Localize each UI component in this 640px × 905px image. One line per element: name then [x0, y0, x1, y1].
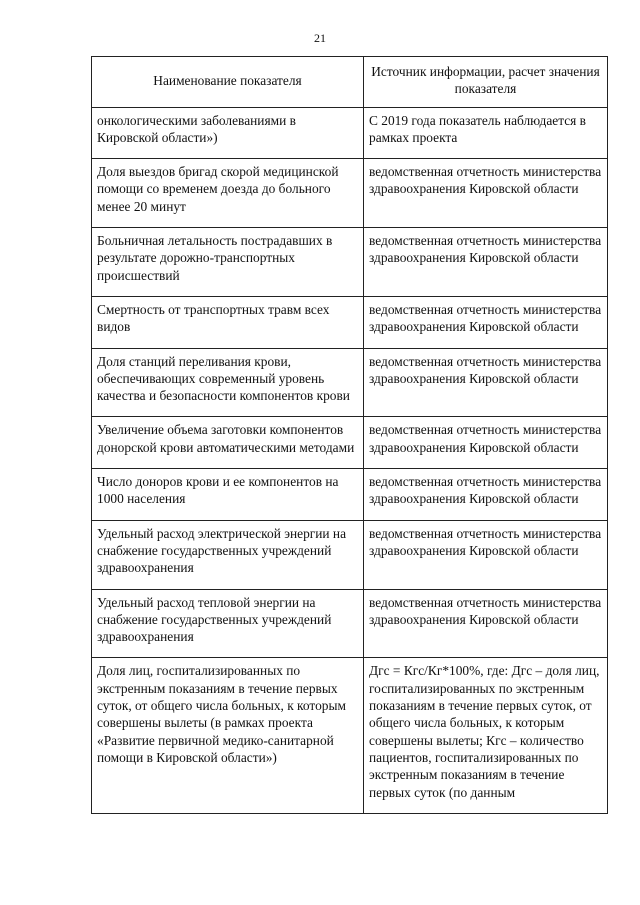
- source-cell: ведомственная отчетность министерства здравоохранения Кировской области: [364, 348, 608, 417]
- table-row: [92, 520, 608, 589]
- indicator-cell: Доля станций переливания крови, обеспечивающих современный уровень качества и безопасности компонентов крови: [92, 348, 364, 417]
- table-row: [92, 469, 608, 521]
- source-cell: ведомственная отчетность министерства здравоохранения Кировской области: [364, 159, 608, 228]
- table-row: [92, 107, 608, 159]
- table-row: [92, 348, 608, 417]
- table-row: [92, 417, 608, 469]
- column-header-indicator: Наименование показателя: [92, 57, 364, 108]
- indicator-cell: Удельный расход электрической энергии на снабжение государственных учреждений здравоохранения: [92, 520, 364, 589]
- source-cell: С 2019 года показатель наблюдается в рамках проекта: [364, 107, 608, 159]
- source-cell: ведомственная отчетность министерства здравоохранения Кировской области: [364, 417, 608, 469]
- table-row: [92, 228, 608, 297]
- indicator-cell: онкологическими заболеваниями в Кировской области»): [92, 107, 364, 159]
- indicator-cell: Увеличение объема заготовки компонентов донорской крови автоматическими методами: [92, 417, 364, 469]
- indicator-cell: Число доноров крови и ее компонентов на 1000 населения: [92, 469, 364, 521]
- source-cell: ведомственная отчетность министерства здравоохранения Кировской области: [364, 469, 608, 521]
- source-cell: ведомственная отчетность министерства здравоохранения Кировской области: [364, 228, 608, 297]
- source-cell: ведомственная отчетность министерства здравоохранения Кировской области: [364, 520, 608, 589]
- indicator-text: Доля лиц, госпитализированных по экстренным показаниям в течение первых суток, от общего числа больных, к которым совершены вылеты (в рамках проекта «Развитие первичной медико-санитарной помощи в Кировской области»): [97, 663, 346, 765]
- indicator-cell: [92, 658, 364, 813]
- table-body: [92, 107, 608, 813]
- source-cell: ведомственная отчетность министерства здравоохранения Кировской области: [364, 589, 608, 658]
- table-row: [92, 589, 608, 658]
- table-row: [92, 296, 608, 348]
- indicator-cell: Удельный расход тепловой энергии на снабжение государственных учреждений здравоохранения: [92, 589, 364, 658]
- table-header-row: [92, 57, 608, 108]
- source-cell: Дгс = Кгс/Кг*100%, где: Дгс – доля лиц, госпитализированных по экстренным показаниям в течение первых суток, от общего числа больных, к которым совершены вылеты; Кгс – количество пациентов, госпитализированных по экстренным показаниям в течение первых суток (по данным: [364, 658, 608, 813]
- table-row: [92, 159, 608, 228]
- indicator-cell: Доля выездов бригад скорой медицинской помощи со временем доезда до больного менее 20 минут: [92, 159, 364, 228]
- source-cell: ведомственная отчетность министерства здравоохранения Кировской области: [364, 296, 608, 348]
- column-header-source: Источник информации, расчет значения показателя: [364, 57, 608, 108]
- indicator-cell: Смертность от транспортных травм всех видов: [92, 296, 364, 348]
- page-number: 21: [314, 31, 326, 45]
- table-row: [92, 658, 608, 813]
- indicator-cell: Больничная летальность пострадавших в результате дорожно-транспортных происшествий: [92, 228, 364, 297]
- indicators-table: [91, 56, 608, 814]
- table-header: [92, 57, 608, 108]
